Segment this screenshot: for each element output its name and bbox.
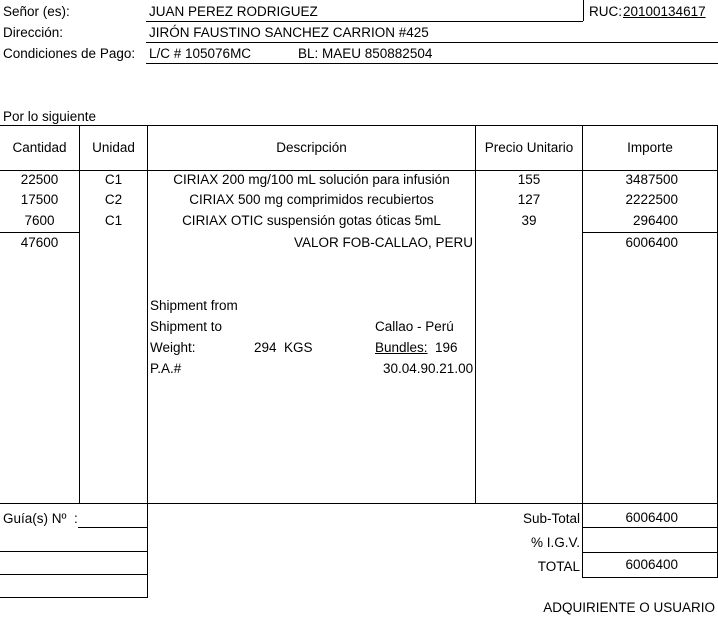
col-header-unidad: Unidad <box>92 140 135 155</box>
shipment-to-label: Shipment to <box>150 319 223 334</box>
subtotal-value: 6006400 <box>625 510 678 525</box>
total-label: TOTAL <box>537 559 580 574</box>
row1-cantidad: 22500 <box>20 172 59 187</box>
igv-label: % I.G.V. <box>530 535 580 550</box>
table-header-bottom-border <box>0 170 718 171</box>
weight-value: 294 KGS <box>254 340 313 355</box>
guias-line-4 <box>0 597 147 598</box>
condiciones-label: Condiciones de Pago: <box>3 46 136 61</box>
pa-value: 30.04.90.21.00 <box>383 361 474 376</box>
bundles-label: Bundles: <box>375 340 428 355</box>
shipment-to-value: Callao - Perú <box>375 319 454 334</box>
ruc-label: RUC: <box>589 4 622 19</box>
importe-total-line <box>583 232 718 233</box>
condiciones-underline <box>146 63 718 64</box>
shipment-from-label: Shipment from <box>150 298 238 313</box>
adquiriente-label: ADQUIRIENTE O USUARIO <box>543 600 715 615</box>
intro-text: Por lo siguiente <box>3 109 97 124</box>
pa-label: P.A.# <box>150 361 182 376</box>
col-header-importe: Importe <box>627 140 673 155</box>
total-value: 6006400 <box>625 557 678 572</box>
row2-importe: 2222500 <box>625 192 678 207</box>
lc-value: L/C # 105076MC <box>149 46 252 61</box>
row1-precio: 155 <box>517 172 541 187</box>
guias-line-1 <box>78 527 147 528</box>
col-header-cantidad: Cantidad <box>12 140 67 155</box>
senor-value: JUAN PEREZ RODRIGUEZ <box>149 4 318 19</box>
igv-line <box>583 552 718 553</box>
valor-fob-label: VALOR FOB-CALLAO, PERU <box>293 235 473 250</box>
row3-cantidad: 7600 <box>24 213 55 228</box>
senor-label: Señor (es): <box>3 4 70 19</box>
direccion-value: JIRÓN FAUSTINO SANCHEZ CARRION #425 <box>149 25 429 40</box>
bl-value: BL: MAEU 850882504 <box>298 46 433 61</box>
bundles-value: 196 <box>435 340 458 355</box>
row3-importe: 296400 <box>632 213 678 228</box>
row1-unidad: C1 <box>104 172 123 187</box>
row1-descripcion: CIRIAX 200 mg/100 mL solución para infusión <box>173 172 450 187</box>
col-header-descripcion: Descripción <box>276 140 347 155</box>
row1-importe: 3487500 <box>625 172 678 187</box>
direccion-underline <box>146 42 718 43</box>
total-importe: 6006400 <box>625 235 678 250</box>
row3-unidad: C1 <box>104 213 123 228</box>
guias-line-3 <box>0 574 147 575</box>
weight-label: Weight: <box>150 340 196 355</box>
subtotal-line <box>583 527 718 528</box>
subtotal-label: Sub-Total <box>522 511 580 526</box>
row2-cantidad: 17500 <box>20 192 59 207</box>
row2-unidad: C2 <box>104 192 123 207</box>
cantidad-total-line <box>0 232 79 233</box>
row2-descripcion: CIRIAX 500 mg comprimidos recubiertos <box>189 192 434 207</box>
table-top-border <box>0 125 718 126</box>
guias-label: Guía(s) Nº : <box>3 511 78 526</box>
total-cantidad: 47600 <box>20 235 59 250</box>
total-line <box>583 577 718 578</box>
row3-precio: 39 <box>521 213 537 228</box>
direccion-label: Dirección: <box>3 25 64 40</box>
senor-underline <box>146 21 583 22</box>
col-header-precio: Precio Unitario <box>484 140 574 155</box>
row2-precio: 127 <box>517 192 541 207</box>
ruc-value: 20100134617 <box>623 4 706 19</box>
table-bottom-border <box>0 503 718 504</box>
guias-line-2 <box>0 551 147 552</box>
ruc-divider <box>583 0 584 21</box>
row3-descripcion: CIRIAX OTIC suspensión gotas óticas 5mL <box>182 213 441 228</box>
